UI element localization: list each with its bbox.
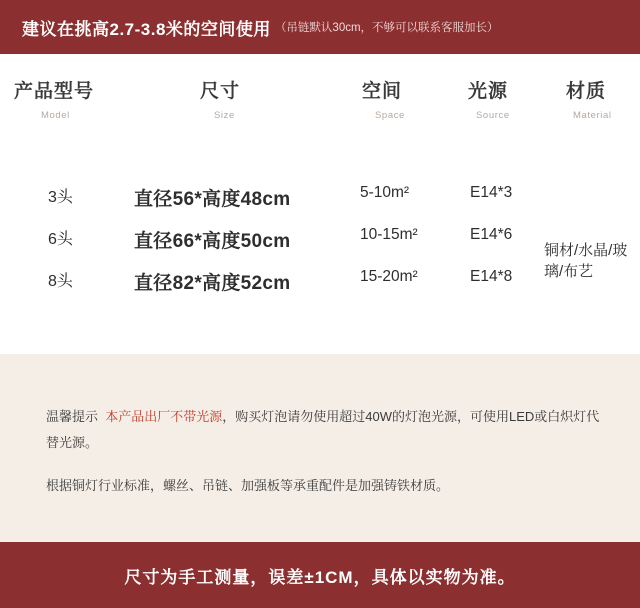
tips-label: 温馨提示	[46, 409, 99, 424]
table-row	[0, 184, 640, 226]
cell-model: 3头	[48, 189, 73, 206]
bottom-banner	[0, 542, 640, 608]
column-header-model	[14, 76, 94, 121]
column-header-model-main: 产品型号	[14, 81, 95, 102]
cell-source: E14*8	[470, 268, 513, 285]
column-header-material-sub: Material	[573, 110, 612, 121]
column-header-material	[566, 76, 612, 121]
spec-table-header	[0, 76, 640, 146]
cell-size: 直径82*高度52cm	[134, 273, 291, 294]
column-header-source-main: 光源	[468, 81, 509, 102]
cell-model: 8头	[48, 273, 73, 290]
cell-space: 5-10m²	[360, 184, 410, 201]
cell-material: 铜材/水晶/玻璃/布艺	[544, 242, 628, 280]
cell-size: 直径56*高度48cm	[134, 189, 291, 210]
tips-block	[0, 354, 640, 542]
cell-model: 6头	[48, 231, 73, 248]
cell-source: E14*6	[470, 226, 513, 243]
cell-space: 10-15m²	[360, 226, 418, 243]
column-header-space-main: 空间	[362, 81, 403, 102]
tips-highlight: 本产品出厂不带光源	[105, 409, 223, 424]
cell-source: E14*3	[470, 184, 513, 201]
tips-secondary-line: 根据铜灯行业标准，螺丝、吊链、加强板等承重配件是加强铸铁材质。	[46, 478, 450, 493]
column-header-space-sub: Space	[375, 110, 405, 121]
column-header-space	[362, 76, 405, 121]
top-banner-note: （吊链默认30cm，不够可以联系客服加长）	[274, 21, 499, 34]
tips-body: ，购买灯泡请勿使用超过40W的灯泡光源，可使用LED或白炽灯代替光源。	[46, 409, 600, 450]
column-header-material-main: 材质	[566, 81, 607, 102]
top-banner	[0, 0, 640, 54]
column-header-size-main: 尺寸	[200, 81, 241, 102]
spec-table	[0, 54, 640, 354]
column-header-size-sub: Size	[214, 110, 235, 121]
bottom-banner-text: 尺寸为手工测量，误差±1CM，具体以实物为准。	[124, 567, 516, 587]
column-header-model-sub: Model	[41, 110, 70, 121]
cell-size: 直径66*高度50cm	[134, 231, 291, 252]
column-header-source-sub: Source	[476, 110, 510, 121]
top-banner-title: 建议在挑高2.7-3.8米的空间使用	[22, 19, 271, 39]
tips-primary-line	[46, 404, 606, 456]
spec-table-body	[0, 184, 640, 310]
column-header-size	[200, 76, 240, 121]
column-header-source	[468, 76, 510, 121]
cell-space: 15-20m²	[360, 268, 418, 285]
